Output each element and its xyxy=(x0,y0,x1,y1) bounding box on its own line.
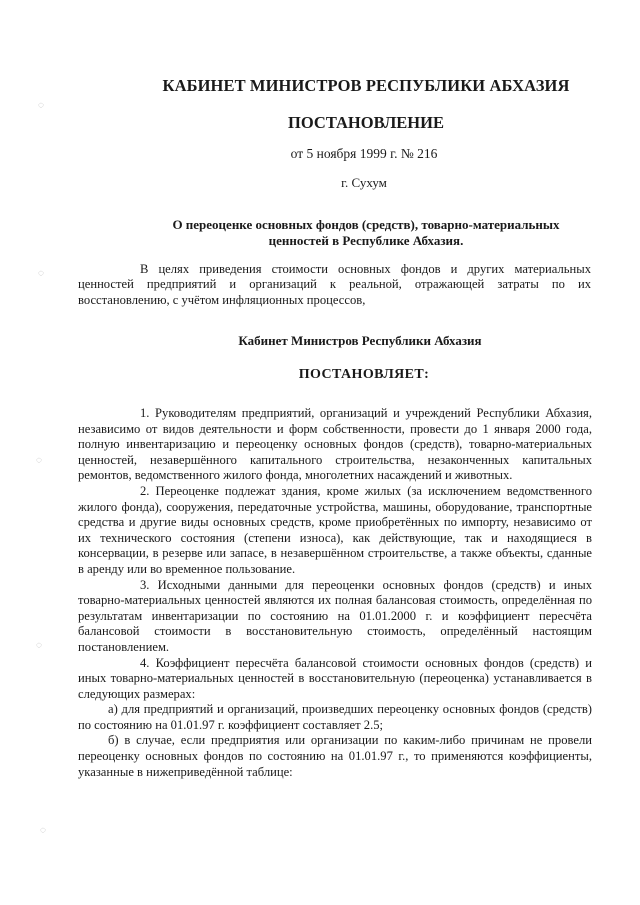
paragraph-4b: б) в случае, если предприятия или организации по каким-либо причинам не провели переоценку основных фондов по состоянию на 01.01.97 г., то применяются коэффициенты, указанные в нижеприведённой таблице: xyxy=(78,733,592,779)
issuer: Кабинет Министров Республики Абхазия xyxy=(238,333,482,348)
scan-speck: ◌ xyxy=(40,825,46,836)
scan-speck: ◌ xyxy=(36,640,42,651)
subject-line-1: О переоценке основных фондов (средств), товарно-материальных xyxy=(172,217,560,232)
decree-body xyxy=(78,406,592,780)
paragraph-4a: а) для предприятий и организаций, произведших переоценку основных фондов (средств) по состоянию на 01.01.97 г. коэффициент составляет 2.5; xyxy=(78,702,592,732)
city: г. Сухум xyxy=(341,175,387,190)
paragraph-3: 3. Исходными данными для переоценки основных фондов (средств) и иных товарно-материальных ценностей являются их полная балансовая стоимость, определённая по результатам инвентаризации по состоянию на 01.01.2000 г. и коэффициент пересчёта балансовой стоимости в восстановительную стоимость, определённый настоящим постановлением. xyxy=(78,577,592,654)
decree-heading: ПОСТАНОВЛЯЕТ: xyxy=(298,367,430,382)
organization-title: КАБИНЕТ МИНИСТРОВ РЕСПУБЛИКИ АБХАЗИЯ xyxy=(162,76,570,95)
subject-line-2: ценностей в Республике Абхазия. xyxy=(268,233,464,248)
document-type: ПОСТАНОВЛЕНИЕ xyxy=(288,113,444,132)
paragraph-1: 1. Руководителям предприятий, организаций и учреждений Республики Абхазия, независимо от видов деятельности и форм собственности, провести до 1 января 2000 года, полную инвентаризацию и переоценку основных фондов (средств), товарно-материальных ценностей, незавершённого капитального строительства, незаконченных капитальных ремонтов, ведомственного жилого фонда, многолетних насаждений и животных. xyxy=(78,406,592,483)
paragraph-2: 2. Переоценке подлежат здания, кроме жилых (за исключением ведомственного жилого фонда), сооружения, передаточные устройства, машины, оборудование, транспортные средства и другие виды основных средств, кроме приобретённых по импорту, независимо от их технического состояния (степени износа), как действующие, так и находящиеся в консервации, в резерве или запасе, в незавершённом строительстве, а также объекты, сданные в аренду или во временное пользование. xyxy=(78,483,592,576)
scan-speck: ◌ xyxy=(38,268,44,279)
scan-speck: ◌ xyxy=(36,455,42,466)
scan-speck: ◌ xyxy=(38,100,44,111)
document-subject xyxy=(46,217,640,249)
preamble: В целях приведения стоимости основных фондов и других материальных ценностей предприятий и организаций к реальной, отражающей затраты по их восстановлению, с учётом инфляционных процессов, xyxy=(78,262,591,307)
date-and-number: от 5 ноября 1999 г. № 216 xyxy=(290,146,438,161)
paragraph-4: 4. Коэффициент пересчёта балансовой стоимости основных фондов (средств) и иных товарно-материальных ценностей в восстановительную (переоценка) устанавливается в следующих размерах: xyxy=(78,655,592,701)
